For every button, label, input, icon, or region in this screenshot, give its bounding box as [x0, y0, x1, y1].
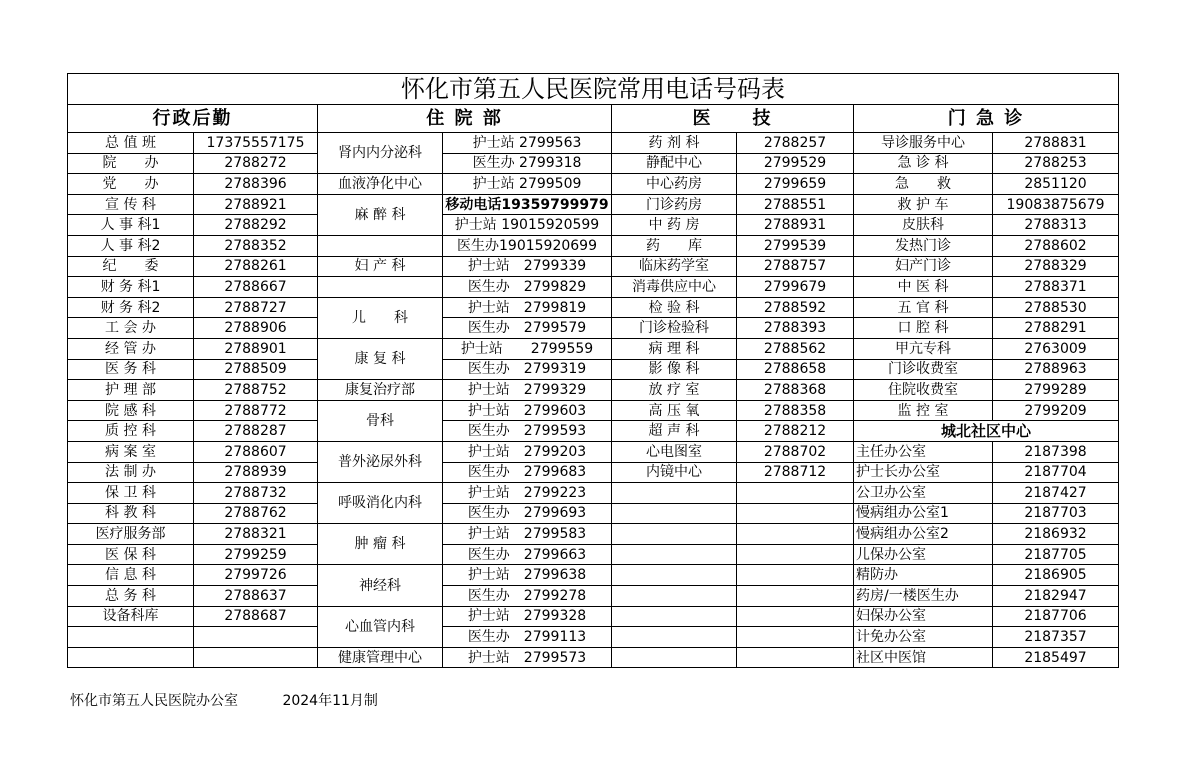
table-row [68, 462, 1119, 483]
table-row [68, 503, 1119, 524]
community-name: 儿保办公室 [854, 544, 993, 565]
table-row [68, 421, 1119, 442]
admin-name [68, 647, 194, 668]
table-row [68, 277, 1119, 298]
table-row [68, 256, 1119, 277]
medtech-name: 影 像 科 [612, 359, 737, 380]
outpatient-name: 甲亢专科 [854, 338, 993, 359]
inpatient-dept: 肾内内分泌科 [318, 133, 443, 174]
medtech-name: 内镜中心 [612, 462, 737, 483]
medtech-phone: 2788212 [737, 421, 854, 442]
medtech-name [612, 544, 737, 565]
inpatient-dept: 骨科 [318, 400, 443, 441]
community-phone: 2187427 [993, 483, 1119, 504]
table-row [68, 586, 1119, 607]
inpatient-dept: 儿 科 [318, 297, 443, 338]
medtech-phone [737, 586, 854, 607]
medtech-name: 放 疗 室 [612, 380, 737, 401]
table-row [68, 338, 1119, 359]
table-row [68, 441, 1119, 462]
outpatient-phone: 2788831 [993, 133, 1119, 154]
medtech-name [612, 524, 737, 545]
section-header-inpatient: 住 院 部 [318, 105, 612, 133]
admin-phone: 2788667 [194, 277, 318, 298]
outpatient-name: 救 护 车 [854, 194, 993, 215]
table-row [68, 174, 1119, 195]
medtech-name [612, 565, 737, 586]
medtech-phone: 2788658 [737, 359, 854, 380]
medtech-phone: 2788592 [737, 297, 854, 318]
outpatient-phone: 2788371 [993, 277, 1119, 298]
medtech-name: 超 声 科 [612, 421, 737, 442]
table-row [68, 215, 1119, 236]
community-name: 主任办公室 [854, 441, 993, 462]
medtech-name [612, 647, 737, 668]
community-name: 精防办 [854, 565, 993, 586]
community-name: 护士长办公室 [854, 462, 993, 483]
community-name: 公卫办公室 [854, 483, 993, 504]
admin-phone [194, 647, 318, 668]
medtech-name: 门诊检验科 [612, 318, 737, 339]
inpatient-dept: 普外泌尿外科 [318, 441, 443, 482]
inpatient-dept: 麻 醉 科 [318, 194, 443, 235]
page-title: 怀化市第五人民医院常用电话号码表 [68, 74, 1119, 105]
inpatient-line: 医生办 2799693 [443, 503, 612, 524]
inpatient-line: 护士站 2799583 [443, 524, 612, 545]
inpatient-dept: 血液净化中心 [318, 174, 443, 195]
community-name: 计免办公室 [854, 627, 993, 648]
section-header-medtech: 医 技 [612, 105, 854, 133]
outpatient-name: 发热门诊 [854, 235, 993, 256]
table-row [68, 565, 1119, 586]
inpatient-line: 护士站 2799509 [443, 174, 612, 195]
admin-name: 总 值 班 [68, 133, 194, 154]
outpatient-name: 住院收费室 [854, 380, 993, 401]
table-row [68, 627, 1119, 648]
medtech-name: 静配中心 [612, 153, 737, 174]
admin-name: 财 务 科2 [68, 297, 194, 318]
medtech-phone: 2788551 [737, 194, 854, 215]
admin-name: 宣 传 科 [68, 194, 194, 215]
community-phone: 2187357 [993, 627, 1119, 648]
admin-phone: 2788321 [194, 524, 318, 545]
medtech-phone: 2788358 [737, 400, 854, 421]
admin-name: 护 理 部 [68, 380, 194, 401]
section-header-outpatient: 门 急 诊 [854, 105, 1119, 133]
admin-name: 科 教 科 [68, 503, 194, 524]
admin-phone: 2799259 [194, 544, 318, 565]
admin-phone: 2788607 [194, 441, 318, 462]
medtech-name: 门诊药房 [612, 194, 737, 215]
admin-name [68, 627, 194, 648]
medtech-phone: 2788931 [737, 215, 854, 236]
admin-name: 财 务 科1 [68, 277, 194, 298]
admin-phone: 2788901 [194, 338, 318, 359]
outpatient-phone: 2788313 [993, 215, 1119, 236]
outpatient-phone: 2799209 [993, 400, 1119, 421]
admin-phone: 2788762 [194, 503, 318, 524]
outpatient-phone: 19083875679 [993, 194, 1119, 215]
outpatient-name: 皮肤科 [854, 215, 993, 236]
inpatient-line: 护士站 2799329 [443, 380, 612, 401]
admin-name: 院 感 科 [68, 400, 194, 421]
outpatient-phone: 2788329 [993, 256, 1119, 277]
medtech-phone: 2799659 [737, 174, 854, 195]
outpatient-name: 中 医 科 [854, 277, 993, 298]
medtech-phone: 2799679 [737, 277, 854, 298]
table-row [68, 133, 1119, 154]
admin-name: 保 卫 科 [68, 483, 194, 504]
inpatient-dept [318, 277, 443, 298]
community-name: 慢病组办公室2 [854, 524, 993, 545]
community-phone: 2187706 [993, 606, 1119, 627]
inpatient-line: 医生办 2799663 [443, 544, 612, 565]
medtech-name [612, 606, 737, 627]
medtech-name: 病 理 科 [612, 338, 737, 359]
community-phone: 2182947 [993, 586, 1119, 607]
inpatient-line: 医生办 2799278 [443, 586, 612, 607]
outpatient-name: 五 官 科 [854, 297, 993, 318]
admin-phone: 2788272 [194, 153, 318, 174]
table-row [68, 524, 1119, 545]
medtech-phone: 2788393 [737, 318, 854, 339]
outpatient-name: 妇产门诊 [854, 256, 993, 277]
inpatient-line: 医生办 2799593 [443, 421, 612, 442]
medtech-name [612, 483, 737, 504]
medtech-phone [737, 503, 854, 524]
inpatient-line: 医生办 2799319 [443, 359, 612, 380]
inpatient-line: 医生办 2799829 [443, 277, 612, 298]
community-phone: 2187704 [993, 462, 1119, 483]
medtech-name: 检 验 科 [612, 297, 737, 318]
admin-name: 医疗服务部 [68, 524, 194, 545]
inpatient-line: 医生办 2799579 [443, 318, 612, 339]
medtech-phone: 2788712 [737, 462, 854, 483]
inpatient-dept [318, 235, 443, 256]
medtech-name: 高 压 氧 [612, 400, 737, 421]
medtech-name [612, 627, 737, 648]
outpatient-name: 导诊服务中心 [854, 133, 993, 154]
inpatient-line: 护士站 2799339 [443, 256, 612, 277]
inpatient-line: 移动电话19359799979 [443, 194, 612, 215]
outpatient-phone: 2851120 [993, 174, 1119, 195]
inpatient-line: 护士站 2799223 [443, 483, 612, 504]
admin-name: 质 控 科 [68, 421, 194, 442]
outpatient-phone: 2799289 [993, 380, 1119, 401]
medtech-phone: 2788562 [737, 338, 854, 359]
medtech-phone [737, 524, 854, 545]
admin-name: 法 制 办 [68, 462, 194, 483]
medtech-name [612, 586, 737, 607]
admin-name: 工 会 办 [68, 318, 194, 339]
footer-office: 怀化市第五人民医院办公室 [70, 693, 238, 709]
medtech-name: 消毒供应中心 [612, 277, 737, 298]
inpatient-dept: 呼吸消化内科 [318, 483, 443, 524]
table-row [68, 544, 1119, 565]
inpatient-line: 护士站 2799563 [443, 133, 612, 154]
table-row [68, 297, 1119, 318]
outpatient-phone: 2788291 [993, 318, 1119, 339]
medtech-phone [737, 606, 854, 627]
medtech-phone [737, 483, 854, 504]
admin-name: 医 保 科 [68, 544, 194, 565]
medtech-name [612, 503, 737, 524]
admin-phone: 2788732 [194, 483, 318, 504]
community-phone: 2187703 [993, 503, 1119, 524]
table-row [68, 318, 1119, 339]
table-row [68, 194, 1119, 215]
admin-phone: 2788772 [194, 400, 318, 421]
outpatient-phone: 2788963 [993, 359, 1119, 380]
outpatient-phone: 2763009 [993, 338, 1119, 359]
admin-phone: 2788906 [194, 318, 318, 339]
medtech-phone: 2799539 [737, 235, 854, 256]
inpatient-dept: 肿 瘤 科 [318, 524, 443, 565]
inpatient-line: 护士站 2799203 [443, 441, 612, 462]
admin-phone: 2788921 [194, 194, 318, 215]
community-name: 慢病组办公室1 [854, 503, 993, 524]
table-row [68, 606, 1119, 627]
admin-name: 信 息 科 [68, 565, 194, 586]
inpatient-line: 护士站 2799328 [443, 606, 612, 627]
admin-phone: 2788292 [194, 215, 318, 236]
outpatient-name: 口 腔 科 [854, 318, 993, 339]
table-row [68, 483, 1119, 504]
medtech-phone: 2788368 [737, 380, 854, 401]
admin-name: 病 案 室 [68, 441, 194, 462]
outpatient-name: 监 控 室 [854, 400, 993, 421]
table-row [68, 647, 1119, 668]
admin-name: 医 务 科 [68, 359, 194, 380]
admin-phone: 2788939 [194, 462, 318, 483]
inpatient-dept: 妇 产 科 [318, 256, 443, 277]
admin-phone: 2788687 [194, 606, 318, 627]
admin-phone: 2788261 [194, 256, 318, 277]
medtech-phone [737, 544, 854, 565]
admin-phone: 2788352 [194, 235, 318, 256]
inpatient-dept: 康复治疗部 [318, 380, 443, 401]
table-row [68, 400, 1119, 421]
admin-phone: 2788752 [194, 380, 318, 401]
inpatient-dept: 心血管内科 [318, 606, 443, 647]
medtech-phone [737, 565, 854, 586]
outpatient-phone: 2788602 [993, 235, 1119, 256]
admin-name: 院 办 [68, 153, 194, 174]
admin-phone: 2788396 [194, 174, 318, 195]
inpatient-dept: 神经科 [318, 565, 443, 606]
inpatient-line: 护士站 2799819 [443, 297, 612, 318]
community-phone: 2186905 [993, 565, 1119, 586]
medtech-phone: 2788257 [737, 133, 854, 154]
outpatient-name: 急 救 [854, 174, 993, 195]
medtech-phone: 2788757 [737, 256, 854, 277]
inpatient-line: 医生办 2799318 [443, 153, 612, 174]
community-phone: 2185497 [993, 647, 1119, 668]
admin-phone: 2788727 [194, 297, 318, 318]
outpatient-phone: 2788253 [993, 153, 1119, 174]
table-row [68, 153, 1119, 174]
outpatient-name: 急 诊 科 [854, 153, 993, 174]
admin-phone: 2788287 [194, 421, 318, 442]
admin-phone: 2788509 [194, 359, 318, 380]
medtech-name: 药 库 [612, 235, 737, 256]
table-row [68, 235, 1119, 256]
admin-name: 纪 委 [68, 256, 194, 277]
admin-name: 党 办 [68, 174, 194, 195]
admin-name: 经 管 办 [68, 338, 194, 359]
admin-name: 总 务 科 [68, 586, 194, 607]
medtech-phone: 2788702 [737, 441, 854, 462]
medtech-name: 中 药 房 [612, 215, 737, 236]
inpatient-line: 护士站 19015920599 [443, 215, 612, 236]
admin-phone: 17375557175 [194, 133, 318, 154]
admin-name: 人 事 科2 [68, 235, 194, 256]
community-phone: 2187705 [993, 544, 1119, 565]
admin-phone: 2799726 [194, 565, 318, 586]
inpatient-line: 医生办 2799683 [443, 462, 612, 483]
admin-name: 设备科库 [68, 606, 194, 627]
medtech-name: 中心药房 [612, 174, 737, 195]
footer [70, 690, 418, 710]
footer-date: 2024年11月制 [282, 693, 378, 709]
community-phone: 2186932 [993, 524, 1119, 545]
inpatient-line: 护士站 2799573 [443, 647, 612, 668]
admin-name: 人 事 科1 [68, 215, 194, 236]
outpatient-name: 门诊收费室 [854, 359, 993, 380]
inpatient-line: 医生办19015920699 [443, 235, 612, 256]
admin-phone [194, 627, 318, 648]
medtech-phone: 2799529 [737, 153, 854, 174]
table-row [68, 380, 1119, 401]
admin-phone: 2788637 [194, 586, 318, 607]
table-row [68, 359, 1119, 380]
community-name: 药房/一楼医生办 [854, 586, 993, 607]
inpatient-line: 护士站 2799559 [443, 338, 612, 359]
inpatient-dept: 康 复 科 [318, 338, 443, 379]
medtech-phone [737, 627, 854, 648]
medtech-name: 药 剂 科 [612, 133, 737, 154]
section-header-admin: 行政后勤 [68, 105, 318, 133]
phone-directory-table [67, 73, 1119, 668]
inpatient-line: 护士站 2799638 [443, 565, 612, 586]
community-header: 城北社区中心 [854, 421, 1119, 442]
inpatient-line: 护士站 2799603 [443, 400, 612, 421]
outpatient-phone: 2788530 [993, 297, 1119, 318]
community-name: 妇保办公室 [854, 606, 993, 627]
inpatient-dept: 健康管理中心 [318, 647, 443, 668]
medtech-name: 临床药学室 [612, 256, 737, 277]
community-name: 社区中医馆 [854, 647, 993, 668]
medtech-phone [737, 647, 854, 668]
community-phone: 2187398 [993, 441, 1119, 462]
inpatient-line: 医生办 2799113 [443, 627, 612, 648]
medtech-name: 心电图室 [612, 441, 737, 462]
